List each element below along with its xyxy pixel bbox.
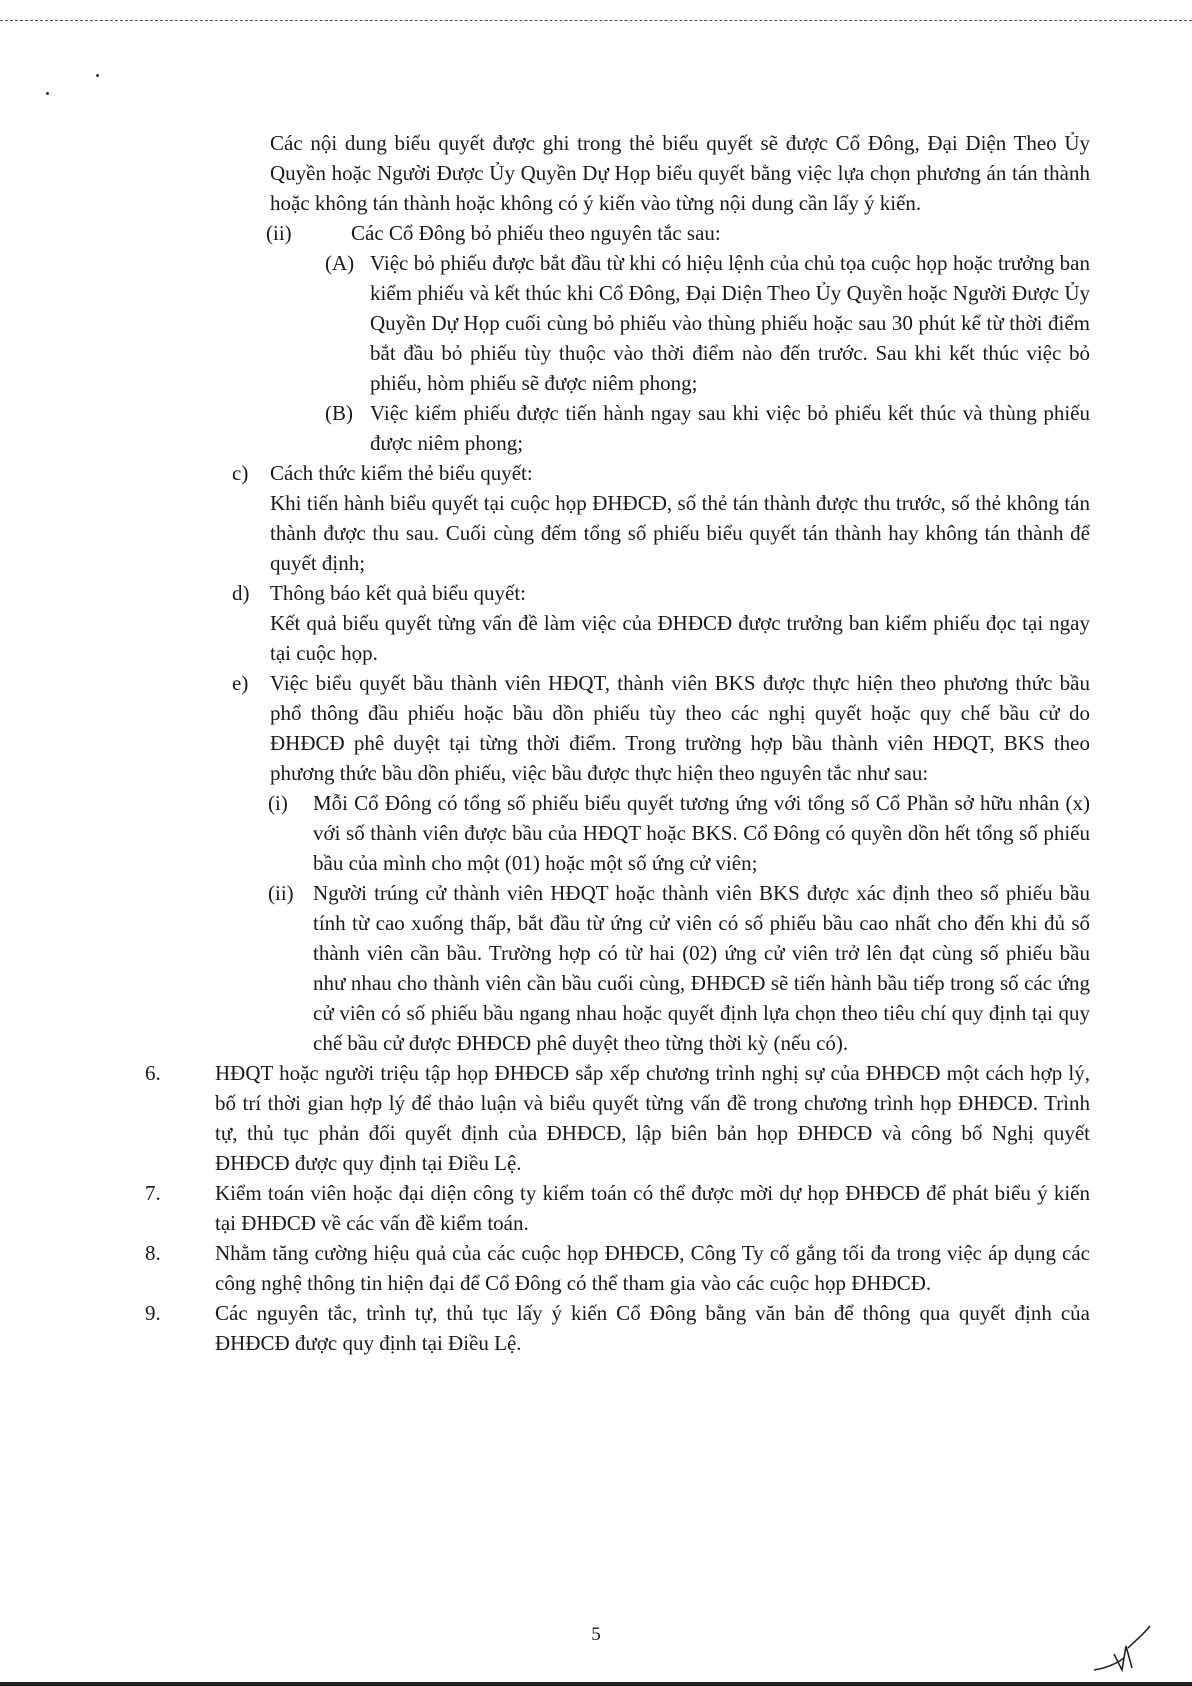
list-marker: 9. xyxy=(145,1301,161,1325)
list-item-e-ii xyxy=(268,878,1090,1058)
list-item-e-i xyxy=(268,788,1090,878)
list-marker: c) xyxy=(232,461,249,485)
list-item-b xyxy=(325,398,1090,458)
list-item-ii xyxy=(266,218,1090,248)
list-marker: (i) xyxy=(268,791,288,815)
document-body xyxy=(0,128,1192,1358)
list-item-text: Kiểm toán viên hoặc đại diện công ty kiểm toán có thể được mời dự họp ĐHĐCĐ để phát biểu ý kiến tại ĐHĐCĐ về các vấn đề kiểm toán. xyxy=(215,1181,1090,1235)
list-marker: d) xyxy=(232,581,250,605)
list-item-text: Việc bỏ phiếu được bắt đầu từ khi có hiệu lệnh của chủ tọa cuộc họp hoặc trưởng ban kiểm phiếu và kết thúc khi Cổ Đông, Đại Diện Theo Ủy Quyền hoặc Người Được Ủy Quyền Dự Họp cuối cùng bỏ phiếu vào thùng phiếu hoặc sau 30 phút kể từ thời điểm bắt đầu bỏ phiếu tùy thuộc vào thời điểm nào đến trước. Sau khi kết thúc việc bỏ phiếu, hòm phiếu sẽ được niêm phong; xyxy=(370,251,1090,395)
section-heading: Cách thức kiểm thẻ biểu quyết: xyxy=(270,461,533,485)
list-marker: 8. xyxy=(145,1241,161,1265)
list-item-text: Việc biểu quyết bầu thành viên HĐQT, thành viên BKS được thực hiện theo phương thức bầu phổ thông đầu phiếu hoặc bầu dồn phiếu tùy theo các nghị quyết hoặc quy chế bầu cử do ĐHĐCĐ phê duyệt tại từng thời điểm. Trong trường hợp bầu thành viên HĐQT, BKS theo phương thức bầu dồn phiếu, việc bầu được thực hiện theo nguyên tắc như sau: xyxy=(270,671,1090,785)
section-body: Khi tiến hành biểu quyết tại cuộc họp ĐHĐCĐ, số thẻ tán thành được thu trước, số thẻ không tán thành được thu sau. Cuối cùng đếm tổng số phiếu biểu quyết tán thành hay không tán thành để quyết định; xyxy=(270,491,1090,575)
list-item-text: HĐQT hoặc người triệu tập họp ĐHĐCĐ sắp xếp chương trình nghị sự của ĐHĐCĐ một cách hợp lý, bố trí thời gian hợp lý để thảo luận và biểu quyết từng vấn đề trong chương trình họp ĐHĐCĐ. Trình tự, thủ tục phản đối quyết định của ĐHĐCĐ, lập biên bản họp ĐHĐCĐ và công bố Nghị quyết ĐHĐCĐ được quy định tại Điều Lệ. xyxy=(215,1061,1090,1175)
scan-speck xyxy=(46,92,49,95)
scan-bottom-edge xyxy=(0,1682,1192,1686)
list-item-text: Các Cổ Đông bỏ phiếu theo nguyên tắc sau: xyxy=(351,221,721,245)
numbered-item-6 xyxy=(145,1058,1090,1178)
list-item-d xyxy=(232,578,1090,668)
numbered-item-9 xyxy=(145,1298,1090,1358)
list-marker: 7. xyxy=(145,1181,161,1205)
list-item-c xyxy=(232,458,1090,578)
numbered-item-7 xyxy=(145,1178,1090,1238)
scan-speck xyxy=(96,74,99,77)
list-item-e xyxy=(232,668,1090,788)
list-item-text: Người trúng cử thành viên HĐQT hoặc thành viên BKS được xác định theo số phiếu bầu tính từ cao xuống thấp, bắt đầu từ ứng cử viên có số phiếu bầu cao nhất cho đến khi đủ số thành viên cần bầu. Trường hợp có từ hai (02) ứng cử viên trở lên đạt cùng số phiếu bầu như nhau cho thành viên cần bầu cuối cùng, ĐHĐCĐ sẽ tiến hành bầu tiếp trong số các ứng cử viên có số phiếu bầu ngang nhau hoặc quyết định lựa chọn theo tiêu chí quy định tại quy chế bầu cử được ĐHĐCĐ phê duyệt theo từng thời kỳ (nếu có). xyxy=(313,881,1090,1055)
section-heading: Thông báo kết quả biểu quyết: xyxy=(270,581,527,605)
list-item-text: Các nguyên tắc, trình tự, thủ tục lấy ý kiến Cổ Đông bằng văn bản để thông qua quyết định của ĐHĐCĐ được quy định tại Điều Lệ. xyxy=(215,1301,1090,1355)
intro-paragraph: Các nội dung biểu quyết được ghi trong thẻ biểu quyết sẽ được Cổ Đông, Đại Diện Theo Ủy Quyền hoặc Người Được Ủy Quyền Dự Họp biểu quyết bằng việc lựa chọn phương án tán thành hoặc không tán thành hoặc không có ý kiến vào từng nội dung cần lấy ý kiến. xyxy=(270,131,1090,215)
list-marker: (ii) xyxy=(268,881,294,905)
list-item-a xyxy=(325,248,1090,398)
scan-top-rule xyxy=(0,20,1192,21)
initials-signature xyxy=(1092,1624,1152,1676)
list-marker: (B) xyxy=(325,401,353,425)
list-marker: e) xyxy=(232,671,249,695)
list-item-text: Nhằm tăng cường hiệu quả của các cuộc họp ĐHĐCĐ, Công Ty cố gắng tối đa trong việc áp dụng các công nghệ thông tin hiện đại để Cổ Đông có thể tham gia vào các cuộc họp ĐHĐCĐ. xyxy=(215,1241,1090,1295)
list-item-text: Mỗi Cổ Đông có tổng số phiếu biểu quyết tương ứng với tổng số Cổ Phần sở hữu nhân (x) với số thành viên được bầu của HĐQT hoặc BKS. Cổ Đông có quyền dồn hết tổng số phiếu bầu của mình cho một (01) hoặc một số ứng cử viên; xyxy=(313,791,1090,875)
page-number: 5 xyxy=(591,1624,601,1645)
section-body: Kết quả biểu quyết từng vấn đề làm việc của ĐHĐCĐ được trưởng ban kiểm phiếu đọc tại ngay tại cuộc họp. xyxy=(270,611,1090,665)
list-item-text: Việc kiểm phiếu được tiến hành ngay sau khi việc bỏ phiếu kết thúc và thùng phiếu được niêm phong; xyxy=(370,401,1090,455)
list-marker: (A) xyxy=(325,251,355,275)
list-marker: 6. xyxy=(145,1061,161,1085)
list-marker: (ii) xyxy=(266,221,292,245)
numbered-item-8 xyxy=(145,1238,1090,1298)
